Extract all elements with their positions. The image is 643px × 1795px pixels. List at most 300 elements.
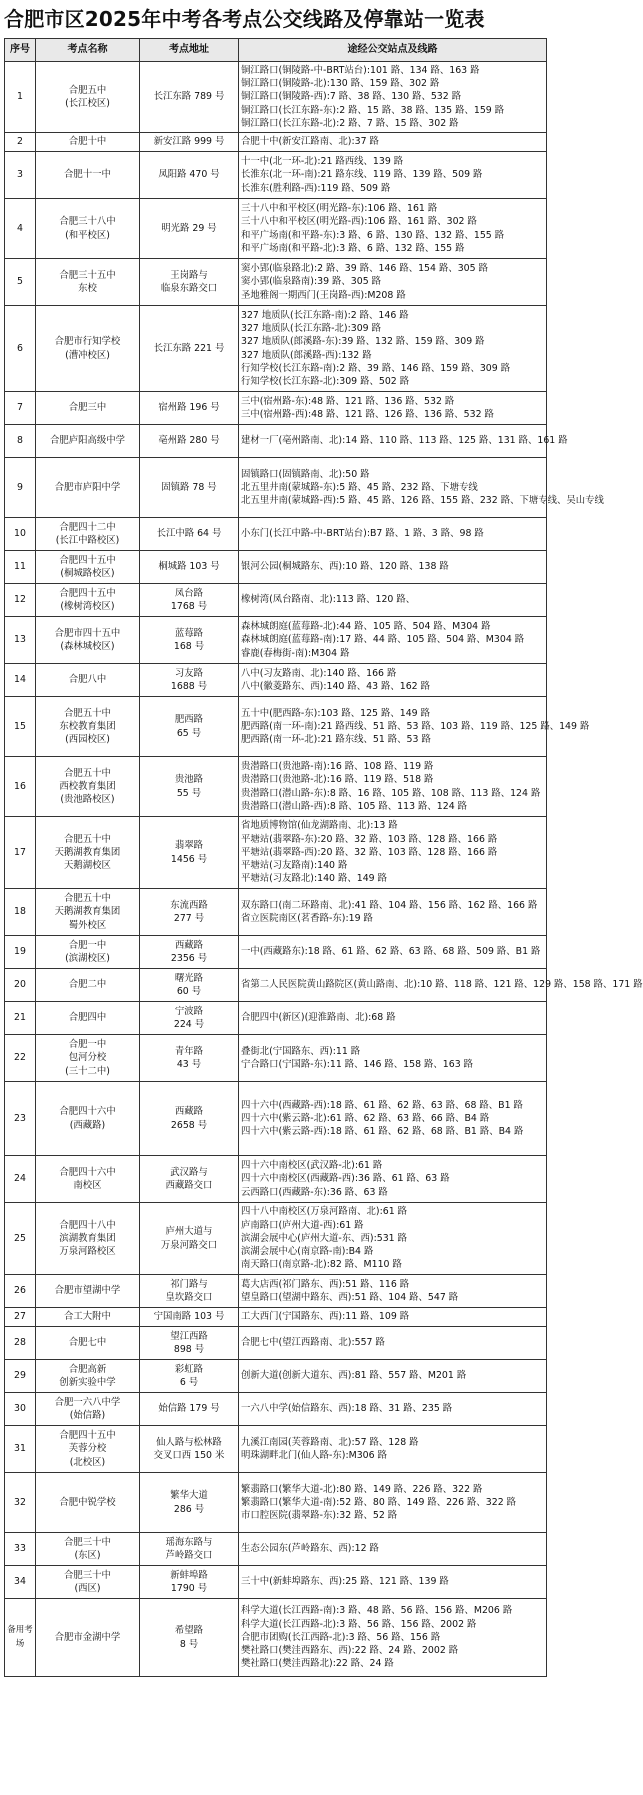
- route-line: 银河公园(桐城路东、西):10 路、120 路、138 路: [241, 561, 449, 573]
- cell-no: 31: [5, 1426, 36, 1473]
- table-row: [5, 1599, 547, 1677]
- cell-routes: [239, 1035, 547, 1082]
- cell-no: 28: [5, 1327, 36, 1360]
- cell-no: 14: [5, 664, 36, 697]
- cell-exam-site: [36, 1599, 140, 1677]
- exam-site-line: (漕冲校区): [65, 349, 110, 361]
- cell-address: [140, 392, 239, 425]
- cell-address: [140, 1308, 239, 1327]
- exam-site-line: 合肥五十中: [64, 893, 111, 905]
- exam-site-line: 南校区: [73, 1180, 102, 1191]
- cell-routes: [239, 757, 547, 817]
- cell-no: 25: [5, 1203, 36, 1275]
- cell-address: [140, 551, 239, 584]
- cell-no: 24: [5, 1156, 36, 1203]
- exam-site-line: (北校区): [69, 1456, 106, 1468]
- cell-routes: [239, 62, 547, 133]
- address-line: 曙光路: [174, 972, 204, 984]
- route-line: 三中(宿州路-西):48 路、121 路、126 路、136 路、532 路: [241, 409, 494, 420]
- exam-site-line: 合肥四十六中: [59, 1106, 116, 1118]
- table-row: [5, 425, 547, 458]
- route-line: 葛大店西(祁门路东、西):51 路、116 路: [241, 1278, 410, 1290]
- cell-exam-site: [36, 1203, 140, 1275]
- cell-routes: [239, 697, 590, 757]
- route-line: 八中(徽菱路东、西):140 路、43 路、162 路: [241, 681, 431, 692]
- exam-site-line: (东区): [74, 1550, 101, 1561]
- address-line: 望江西路: [170, 1330, 208, 1342]
- cell-routes: [239, 584, 547, 617]
- table-row: [5, 969, 547, 1002]
- table-row: [5, 697, 547, 757]
- exam-site-line: 合肥高新: [68, 1363, 107, 1375]
- table-row: [5, 1473, 547, 1533]
- cell-routes: [239, 518, 547, 551]
- route-line: 省立医院南区(茗香路-东):19 路: [241, 913, 373, 924]
- cell-routes: [239, 306, 547, 392]
- route-line: 森林城朗庭(蓝莓路-北):44 路、105 路、504 路、M304 路: [241, 621, 491, 633]
- cell-address: [140, 62, 239, 133]
- exam-site-line: 合肥三十中: [64, 1536, 111, 1548]
- exam-site-line: 滨湖教育集团: [59, 1232, 116, 1244]
- cell-exam-site: [36, 1393, 140, 1426]
- exam-site-line: 合肥四十五中: [59, 1430, 116, 1442]
- exam-site-line: (三十二中): [65, 1065, 110, 1077]
- cell-no: 12: [5, 584, 36, 617]
- cell-address: [140, 133, 239, 152]
- cell-exam-site: [36, 1533, 140, 1566]
- cell-address: [140, 889, 239, 936]
- cell-no: 18: [5, 889, 36, 936]
- route-line: 平塘站(习友路南):140 路: [241, 860, 348, 872]
- route-line: 铜江路口(铜陵路-北):130 路、159 路、302 路: [241, 78, 440, 90]
- address-line: 277 号: [173, 913, 205, 924]
- cell-no: 16: [5, 757, 36, 817]
- table-row: [5, 1035, 547, 1082]
- cell-address: [140, 969, 239, 1002]
- cell-exam-site: [36, 1002, 140, 1035]
- cell-exam-site: [36, 1275, 140, 1308]
- exam-site-line: 合肥二中: [68, 979, 107, 991]
- exam-site-line: 合肥四十六中: [59, 1166, 116, 1178]
- route-line: 北五里井南(蒙城路-东):5 路、45 路、232 路、下塘专线: [241, 481, 478, 493]
- cell-routes: [239, 1082, 547, 1156]
- exam-site-line: (长江校区): [65, 98, 110, 109]
- cell-no: 34: [5, 1566, 36, 1599]
- cell-exam-site: [36, 306, 140, 392]
- address-line: 1456 号: [170, 853, 208, 865]
- route-line: 睿鹿(春梅街-南):M304 路: [241, 647, 350, 659]
- cell-no: 3: [5, 152, 36, 199]
- cell-routes: [239, 1203, 547, 1275]
- cell-address: [140, 518, 239, 551]
- route-line: 叠街北(宁国路东、西):11 路: [241, 1045, 361, 1057]
- address-line: 1688 号: [170, 681, 208, 692]
- route-line: 三十八中和平校区(明光路-东):106 路、161 路: [241, 202, 438, 214]
- cell-exam-site: [36, 259, 140, 306]
- cell-no: 27: [5, 1308, 36, 1327]
- route-line: 四十六中(西藏路-西):18 路、61 路、62 路、63 路、68 路、B1 路: [241, 1099, 523, 1111]
- cell-no: 4: [5, 199, 36, 259]
- table-header-row: [5, 39, 547, 62]
- cell-exam-site: [36, 584, 140, 617]
- address-line: 1790 号: [170, 1583, 208, 1594]
- cell-routes: [239, 392, 547, 425]
- table-row: [5, 259, 547, 306]
- table-row: [5, 1203, 547, 1275]
- cell-address: [140, 1360, 239, 1393]
- route-line: 和平广场南(和平路-东):3 路、6 路、130 路、132 路、155 路: [241, 229, 505, 241]
- route-line: 双东路口(南二环路南、北):41 路、104 路、156 路、162 路、166 路: [241, 899, 538, 911]
- route-line: 滨湖会展中心(南京路-南):B4 路: [241, 1246, 374, 1258]
- cell-address: [140, 757, 239, 817]
- address-line: 祁门路与: [170, 1278, 208, 1290]
- cell-routes: [239, 1393, 547, 1426]
- route-line: 合肥四中(新区)(迎淮路南、北):68 路: [241, 1012, 396, 1024]
- table-row: [5, 152, 547, 199]
- route-line: 肥西路(南一环-南):21 路西线、51 路、53 路、103 路、119 路、125 路、149 路: [241, 720, 590, 732]
- exam-site-line: 合肥市行知学校: [54, 336, 121, 348]
- route-line: 三十中(新蚌埠路东、西):25 路、121 路、139 路: [241, 1576, 449, 1588]
- cell-exam-site: [36, 1473, 140, 1533]
- route-line: 铜江路口(铜陵路-中-BRT站台):101 路、134 路、163 路: [241, 64, 480, 76]
- cell-exam-site: [36, 458, 140, 518]
- cell-routes: [239, 1473, 547, 1533]
- cell-exam-site: [36, 199, 140, 259]
- route-line: 四十六中南校区(西藏路-西):36 路、61 路、63 路: [241, 1173, 450, 1185]
- cell-exam-site: [36, 757, 140, 817]
- cell-routes: [239, 551, 547, 584]
- address-line: 庐州大道与: [165, 1226, 213, 1238]
- exam-site-line: 合肥四十八中: [59, 1219, 116, 1231]
- route-line: 四十六中(紫云路-北):61 路、62 路、63 路、66 路、B4 路: [241, 1112, 490, 1124]
- address-line: 286 号: [173, 1503, 205, 1515]
- table-row: [5, 1566, 547, 1599]
- route-line: 327 地质队(郎溪路-西):132 路: [241, 349, 372, 361]
- address-line: 898 号: [173, 1344, 205, 1355]
- cell-address: [140, 1566, 239, 1599]
- exam-site-line: (桐城路校区): [60, 568, 115, 579]
- cell-address: [140, 458, 239, 518]
- address-line: 蓝莓路: [174, 627, 204, 639]
- address-line: 瑶海东路与: [165, 1536, 213, 1548]
- cell-no: 1: [5, 62, 36, 133]
- cell-no: 33: [5, 1533, 36, 1566]
- address-line: 西藏路: [174, 1106, 204, 1118]
- table-row: [5, 1002, 547, 1035]
- exam-site-line: 芙蓉分校: [68, 1443, 107, 1455]
- cell-address: [140, 152, 239, 199]
- address-line: 西藏路交口: [165, 1180, 213, 1191]
- cell-exam-site: [36, 1360, 140, 1393]
- route-line: 云西路口(西藏路-东):36 路、63 路: [241, 1186, 388, 1198]
- cell-address: [140, 1203, 239, 1275]
- cell-no: 10: [5, 518, 36, 551]
- cell-no: 32: [5, 1473, 36, 1533]
- address-line: 6 号: [179, 1377, 199, 1388]
- route-line: 平塘站(翡翠路-西):20 路、32 路、103 路、128 路、166 路: [241, 846, 498, 858]
- route-line: 合肥市团购(长江西路-北):3 路、56 路、156 路: [241, 1631, 441, 1643]
- table-row: [5, 1308, 547, 1327]
- address-line: 60 号: [176, 986, 202, 997]
- cell-exam-site: [36, 1327, 140, 1360]
- cell-no: 29: [5, 1360, 36, 1393]
- cell-exam-site: [36, 889, 140, 936]
- cell-address: [140, 1035, 239, 1082]
- cell-address: [140, 1393, 239, 1426]
- cell-exam-site: [36, 1082, 140, 1156]
- cell-exam-site: [36, 152, 140, 199]
- table-row: [5, 392, 547, 425]
- address-line: 宁国南路 103 号: [153, 1311, 225, 1323]
- cell-no: 2: [5, 133, 36, 152]
- exam-site-line: 合肥一中: [68, 1039, 107, 1051]
- cell-exam-site: [36, 518, 140, 551]
- cell-routes: [239, 1360, 547, 1393]
- cell-routes: [239, 1599, 547, 1677]
- address-line: 芦岭路交口: [165, 1550, 213, 1561]
- exam-site-line: 合肥市庐阳中学: [54, 481, 121, 493]
- cell-routes: [239, 425, 568, 458]
- exam-site-line: (西藏路): [69, 1119, 106, 1131]
- route-line: 三中(宿州路-东):48 路、121 路、136 路、532 路: [241, 395, 455, 407]
- cell-no: 8: [5, 425, 36, 458]
- exam-site-line: 合肥三十八中: [59, 216, 116, 228]
- exam-site-line: 合肥一中: [68, 939, 107, 951]
- cell-routes: [239, 458, 604, 518]
- exam-site-line: (森林城校区): [60, 641, 115, 652]
- route-line: 科学大道(长江西路-北):3 路、56 路、156 路、2002 路: [241, 1618, 477, 1630]
- cell-no: 6: [5, 306, 36, 392]
- header-no: 序号: [5, 39, 36, 62]
- route-line: 省地质博物馆(仙龙湖路南、北):13 路: [241, 820, 398, 832]
- table-row: [5, 1327, 547, 1360]
- cell-routes: [239, 1566, 547, 1599]
- address-line: 桐城路 103 号: [158, 561, 220, 573]
- route-line: 贵潜路口(潜山路-东):8 路、16 路、105 路、108 路、113 路、124 路: [241, 787, 541, 799]
- address-line: 新安江路 999 号: [153, 136, 225, 148]
- exam-site-line: (橡树湾校区): [60, 601, 115, 612]
- address-line: 武汉路与: [170, 1166, 208, 1178]
- table-row: [5, 62, 547, 133]
- route-line: 森林城朗庭(蓝莓路-南):17 路、44 路、105 路、504 路、M304 路: [241, 634, 525, 646]
- page-title: 合肥市区2025年中考各考点公交线路及停靠站一览表: [4, 7, 485, 31]
- cell-no: 5: [5, 259, 36, 306]
- cell-address: [140, 697, 239, 757]
- route-line: 八中(习友路南、北):140 路、166 路: [241, 667, 397, 679]
- cell-routes: [239, 1002, 547, 1035]
- cell-exam-site: [36, 551, 140, 584]
- route-line: 五十中(肥西路-东):103 路、125 路、149 路: [241, 707, 430, 719]
- cell-routes: [239, 133, 547, 152]
- exam-site-line: 合肥五十中: [64, 767, 111, 779]
- address-line: 65 号: [176, 727, 202, 739]
- route-line: 创新大道(创新大道东、西):81 路、557 路、M201 路: [241, 1370, 467, 1382]
- cell-no: 23: [5, 1082, 36, 1156]
- route-line: 合肥十中(新安江路南、北):37 路: [241, 136, 379, 148]
- cell-address: [140, 936, 239, 969]
- cell-routes: [239, 259, 547, 306]
- route-line: 行知学校(长江东路-南):2 路、39 路、146 路、159 路、309 路: [241, 362, 511, 374]
- exam-site-line: 合肥一六八中学: [54, 1396, 121, 1408]
- cell-address: [140, 1599, 239, 1677]
- exam-site-line: 合肥五十中: [64, 833, 111, 845]
- exam-site-line: (西园校区): [65, 734, 110, 746]
- address-line: 东流西路: [170, 899, 208, 911]
- cell-routes: [239, 152, 547, 199]
- address-line: 宁波路: [174, 1005, 204, 1017]
- route-line: 生态公园东(芦岭路东、西):12 路: [241, 1543, 379, 1555]
- route-line: 繁翡路口(繁华大道-南):52 路、80 路、149 路、226 路、322 路: [241, 1496, 517, 1508]
- route-line: 三十八中和平校区(明光路-西):106 路、161 路、302 路: [241, 216, 477, 228]
- table-row: [5, 664, 547, 697]
- cell-exam-site: [36, 1035, 140, 1082]
- exam-site-line: 合肥庐阳高级中学: [49, 435, 125, 447]
- exam-site-line: (滨湖校区): [65, 953, 110, 964]
- cell-address: [140, 425, 239, 458]
- table-row: [5, 617, 547, 664]
- route-line: 四十八中南校区(万泉河路南、北):61 路: [241, 1206, 408, 1218]
- address-line: 宿州路 196 号: [158, 402, 220, 414]
- cell-no: 备用考场: [5, 1599, 36, 1677]
- cell-address: [140, 1002, 239, 1035]
- cell-routes: [239, 664, 547, 697]
- address-line: 168 号: [173, 641, 205, 652]
- exam-site-line: (和平校区): [65, 229, 110, 241]
- cell-no: 30: [5, 1393, 36, 1426]
- exam-site-line: 合肥三十五中: [59, 269, 116, 281]
- cell-routes: [239, 969, 643, 1002]
- cell-exam-site: [36, 936, 140, 969]
- cell-routes: [239, 1156, 547, 1203]
- route-line: 327 地质队(郎溪路-东):39 路、132 路、159 路、309 路: [241, 336, 485, 348]
- exam-site-line: 合工大附中: [64, 1311, 111, 1323]
- route-line: 建材一厂(亳州路南、北):14 路、110 路、113 路、125 路、131 路、161 路: [241, 435, 568, 447]
- cell-address: [140, 1082, 239, 1156]
- table-row: [5, 584, 547, 617]
- exam-site-line: (长江中路校区): [55, 535, 120, 546]
- route-line: 长淮东(北一环-南):21 路东线、119 路、139 路、509 路: [241, 169, 483, 181]
- exam-site-line: 合肥五中: [68, 84, 107, 96]
- route-line: 固镇路口(固镇路南、北):50 路: [241, 468, 370, 480]
- table-row: [5, 199, 547, 259]
- address-line: 贵池路: [174, 774, 204, 786]
- exam-site-line: 蜀外校区: [68, 919, 107, 931]
- cell-exam-site: [36, 1566, 140, 1599]
- address-line: 习友路: [174, 667, 204, 679]
- exam-site-line: 创新实验中学: [59, 1377, 116, 1388]
- cell-address: [140, 617, 239, 664]
- address-line: 繁华大道: [170, 1490, 208, 1502]
- cell-routes: [239, 1426, 547, 1473]
- address-line: 2658 号: [170, 1119, 208, 1131]
- cell-exam-site: [36, 1426, 140, 1473]
- route-line: 贵潜路口(贵池路-北):16 路、119 路、518 路: [241, 774, 434, 786]
- table-row: [5, 306, 547, 392]
- cell-address: [140, 199, 239, 259]
- cell-no: 21: [5, 1002, 36, 1035]
- exam-site-line: 合肥四十五中: [59, 554, 116, 566]
- route-line: 工大西门(宁国路东、西):11 路、109 路: [241, 1311, 410, 1323]
- route-line: 327 地质队(长江东路-南):2 路、146 路: [241, 309, 409, 321]
- address-line: 仙人路与松林路: [156, 1436, 222, 1448]
- cell-no: 7: [5, 392, 36, 425]
- exam-site-line: 合肥市金湖中学: [54, 1631, 121, 1643]
- route-line: 四十六中南校区(武汉路-北):61 路: [241, 1160, 383, 1172]
- cell-address: [140, 1533, 239, 1566]
- table-row: [5, 551, 547, 584]
- cell-exam-site: [36, 617, 140, 664]
- cell-address: [140, 1426, 239, 1473]
- route-line: 窦小郢(临泉路南):39 路、305 路: [241, 276, 382, 288]
- header-name: 考点名称: [36, 39, 140, 62]
- route-line: 一中(西藏路东):18 路、61 路、62 路、63 路、68 路、509 路、B1 路: [241, 946, 541, 958]
- address-line: 王岗路与: [170, 269, 208, 281]
- cell-address: [140, 1473, 239, 1533]
- cell-address: [140, 664, 239, 697]
- route-line: 滨湖会展中心(庐州大道-东、西):531 路: [241, 1232, 407, 1244]
- address-line: 亳州路 280 号: [158, 435, 220, 447]
- address-line: 翡翠路: [174, 840, 204, 852]
- address-line: 8 号: [179, 1638, 199, 1650]
- table-row: [5, 1360, 547, 1393]
- cell-routes: [239, 199, 547, 259]
- table-row: [5, 817, 547, 889]
- cell-address: [140, 306, 239, 392]
- table-body: [5, 62, 643, 1677]
- exam-site-line: 东校教育集团: [59, 720, 116, 732]
- route-line: 科学大道(长江西路-南):3 路、48 路、56 路、156 路、M206 路: [241, 1605, 513, 1617]
- cell-exam-site: [36, 1308, 140, 1327]
- address-line: 西藏路: [174, 939, 204, 951]
- exam-site-line: 万泉河路校区: [59, 1246, 116, 1258]
- table-row: [5, 1393, 547, 1426]
- exam-site-line: 天鹅湖教育集团: [54, 846, 121, 858]
- cell-address: [140, 1327, 239, 1360]
- cell-address: [140, 1275, 239, 1308]
- table-row: [5, 757, 547, 817]
- route-line: 北五里井南(蒙城路-西):5 路、45 路、126 路、155 路、232 路、下塘专线、吴山专线: [241, 495, 604, 507]
- exam-site-line: 合肥四十二中: [59, 521, 116, 533]
- route-line: 平塘站(翡翠路-东):20 路、32 路、103 路、128 路、166 路: [241, 833, 498, 845]
- address-line: 凤台路: [174, 587, 204, 599]
- address-line: 长江东路 789 号: [153, 91, 225, 103]
- exam-site-line: 合肥八中: [68, 674, 107, 686]
- cell-no: 11: [5, 551, 36, 584]
- table-row: [5, 889, 547, 936]
- cell-no: 20: [5, 969, 36, 1002]
- cell-routes: [239, 617, 547, 664]
- cell-exam-site: [36, 664, 140, 697]
- exam-site-line: 包河分校: [68, 1052, 107, 1064]
- cell-no: 13: [5, 617, 36, 664]
- cell-exam-site: [36, 392, 140, 425]
- cell-routes: [239, 1327, 547, 1360]
- cell-exam-site: [36, 1156, 140, 1203]
- route-line: 十一中(北一环-北):21 路西线、139 路: [241, 156, 404, 168]
- route-line: 樊社路口(樊洼西路北):22 路、24 路: [241, 1658, 394, 1670]
- exam-site-line: 天鹅湖教育集团: [54, 906, 121, 918]
- address-line: 彩虹路: [174, 1363, 204, 1375]
- exam-site-line: 合肥十一中: [64, 169, 111, 181]
- route-line: 铜江路口(长江东路-东):2 路、15 路、38 路、135 路、159 路: [241, 104, 505, 116]
- address-line: 长江东路 221 号: [153, 342, 225, 354]
- cell-routes: [239, 1308, 547, 1327]
- exam-site-line: (西区): [74, 1583, 101, 1594]
- address-line: 凤阳路 470 号: [158, 169, 220, 181]
- route-line: 圣地雅阁一期西门(王岗路-西):M208 路: [241, 289, 406, 301]
- route-line: 肥西路(南一环-北):21 路东线、51 路、53 路: [241, 734, 431, 746]
- route-line: 窦小郢(临泉路北):2 路、39 路、146 路、154 路、305 路: [241, 263, 488, 275]
